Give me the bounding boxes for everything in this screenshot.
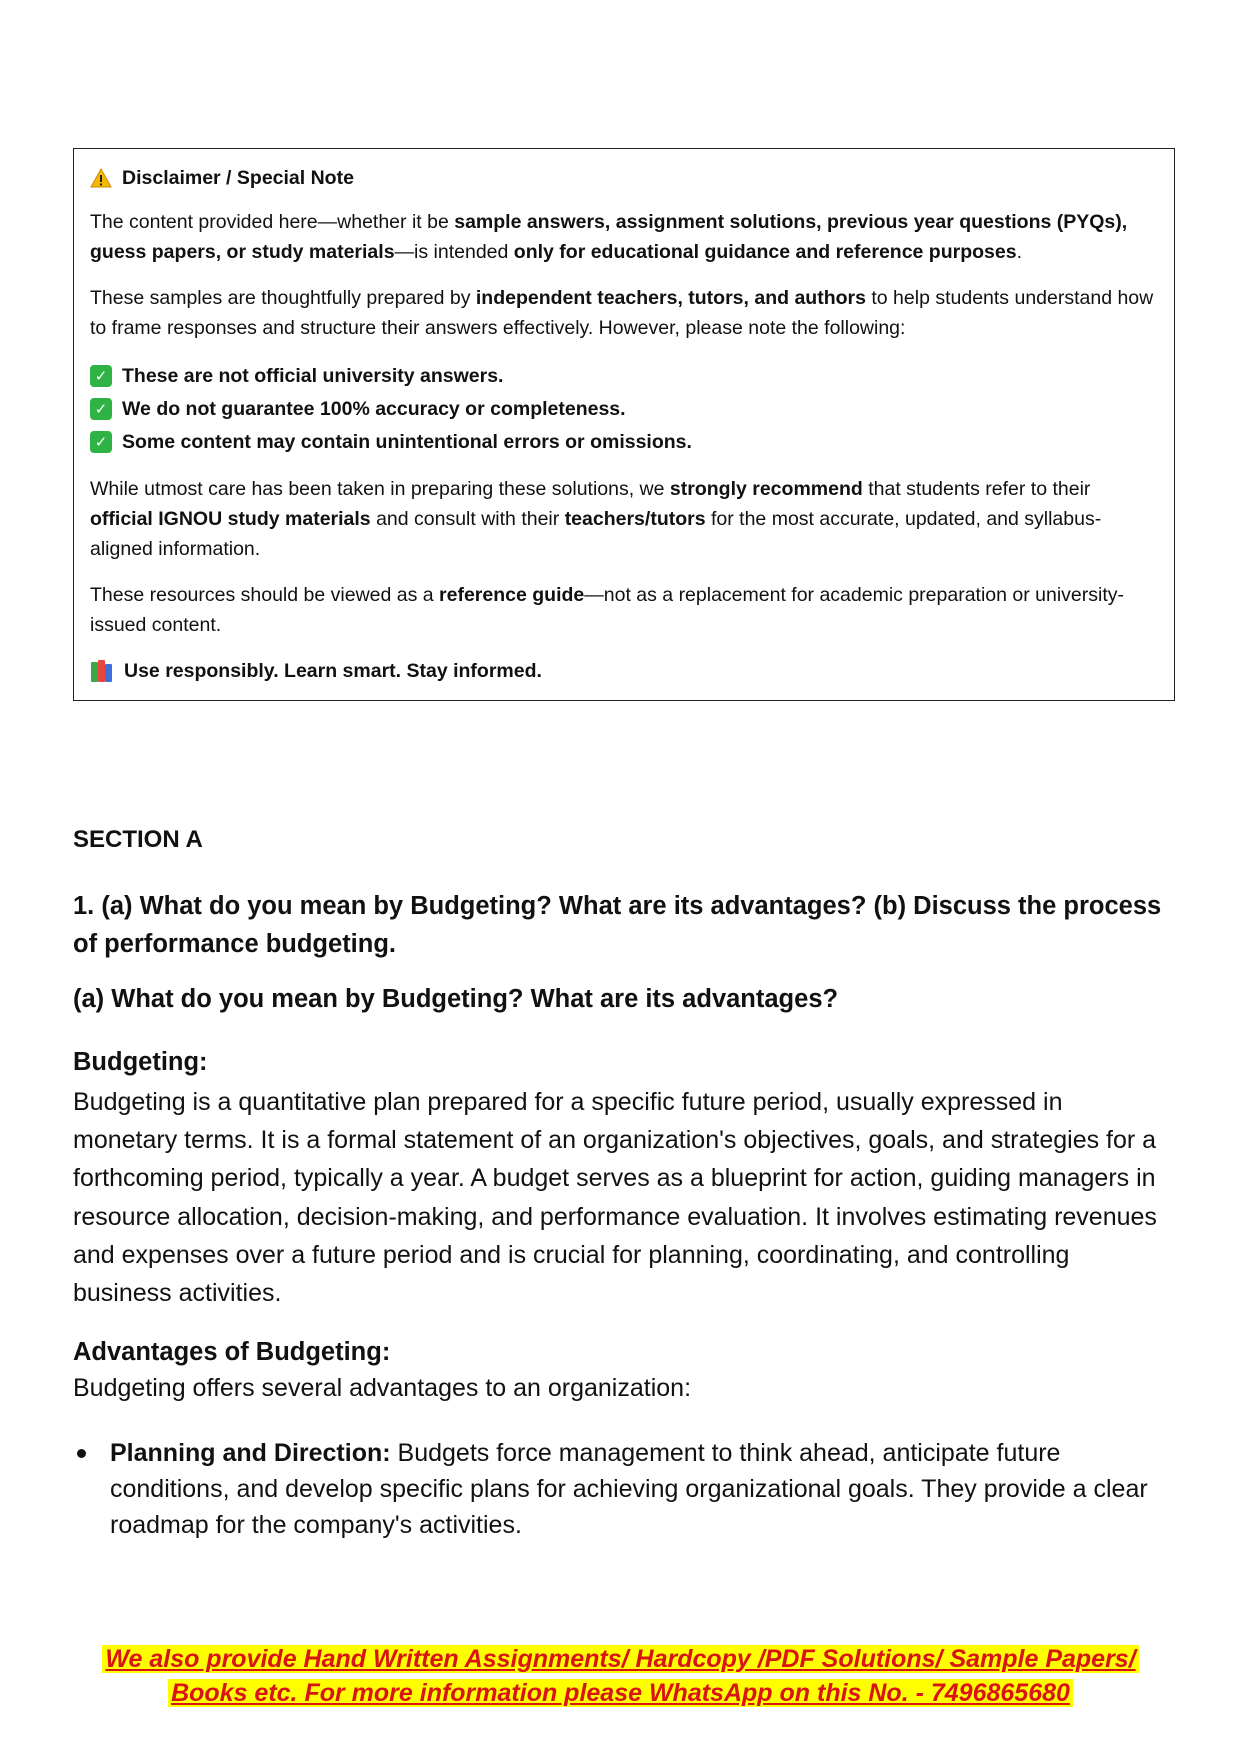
checklist-item-text: These are not official university answers. <box>122 364 504 387</box>
text-run: While utmost care has been taken in preparing these solutions, we <box>90 478 670 500</box>
text-run: to help students understand how to frame responses and structure their answers effectively. However, please note the following: <box>90 287 1154 339</box>
disclaimer-paragraph-4 <box>90 580 1158 640</box>
text-run: —not as a replacement for academic preparation or university-issued content. <box>90 584 1125 636</box>
bullet-item <box>110 1435 1165 1543</box>
disclaimer-paragraph-1 <box>90 207 1158 267</box>
promo-line-2 <box>0 1679 1241 1708</box>
bold-run: teachers/tutors <box>564 508 706 530</box>
text-run: for the most accurate, updated, and syllabus-aligned information. <box>90 508 1102 560</box>
text-run: —is intended <box>394 241 514 263</box>
advantages-intro: Budgeting offers several advantages to an organization: <box>73 1374 692 1402</box>
checklist-item <box>90 425 1158 458</box>
disclaimer-footer-text: Use responsibly. Learn smart. Stay informed. <box>124 660 542 682</box>
checklist-item-text: Some content may contain unintentional errors or omissions. <box>122 430 692 453</box>
disclaimer-paragraph-2 <box>90 283 1158 343</box>
checklist <box>90 359 1158 458</box>
text-run: These samples are thoughtfully prepared by <box>90 287 476 309</box>
disclaimer-box <box>73 148 1175 701</box>
subquestion-heading: (a) What do you mean by Budgeting? What are its advantages? <box>73 985 839 1013</box>
section-title: SECTION A <box>73 826 203 853</box>
bold-run: sample answers, assignment solutions, previous year questions (PYQs), guess papers, or study materials <box>90 211 1128 263</box>
budgeting-heading: Budgeting: <box>73 1048 208 1076</box>
promo-line-1 <box>0 1645 1241 1674</box>
books-icon <box>90 660 114 682</box>
text-run: . <box>1016 241 1023 263</box>
bold-run: official IGNOU study materials <box>90 508 371 530</box>
promo-text-2: Books etc. For more information please WhatsApp on this No. - 7496865680 <box>168 1679 1073 1707</box>
text-run: that students refer to their <box>862 478 1091 500</box>
checkmark-icon: ✓ <box>90 431 112 453</box>
bold-run: strongly recommend <box>669 478 863 500</box>
checkmark-icon: ✓ <box>90 365 112 387</box>
disclaimer-footer <box>90 656 1158 686</box>
checkmark-icon: ✓ <box>90 398 112 420</box>
text-run: and consult with their <box>370 508 565 530</box>
bullet-label: Planning and Direction: <box>110 1439 391 1467</box>
disclaimer-paragraph-3 <box>90 474 1158 564</box>
text-run: These resources should be viewed as a <box>90 584 440 606</box>
disclaimer-title-row <box>90 163 1158 193</box>
checklist-item <box>90 392 1158 425</box>
bold-run: reference guide <box>439 584 585 606</box>
bullet-text: Budgets force management to think ahead, anticipate future conditions, and develop specific plans for achieving organizational goals. They provide a clear roadmap for the company's activities. <box>110 1439 1148 1539</box>
budgeting-paragraph: Budgeting is a quantitative plan prepared for a specific future period, usually expressed in monetary terms. It is a formal statement of an organization's objectives, goals, and strategies for a forthcoming period, typically a year. A budget serves as a blueprint for action, guiding managers in resource allocation, decision-making, and performance evaluation. It involves estimating revenues and expenses over a future period and is crucial for planning, coordinating, and controlling business activities. <box>73 1088 1157 1308</box>
bold-run: only for educational guidance and reference purposes <box>513 241 1017 263</box>
text-run: The content provided here—whether it be <box>90 211 455 233</box>
checklist-item-text: We do not guarantee 100% accuracy or completeness. <box>122 397 626 420</box>
warning-icon <box>90 168 112 188</box>
checklist-item <box>90 359 1158 392</box>
advantages-heading: Advantages of Budgeting: <box>73 1338 391 1366</box>
bold-run: independent teachers, tutors, and authors <box>475 287 866 309</box>
disclaimer-title: Disclaimer / Special Note <box>122 167 354 189</box>
bullet-dot-icon <box>77 1449 86 1458</box>
question-heading: 1. (a) What do you mean by Budgeting? What are its advantages? (b) Discuss the process of performance budgeting. <box>73 892 1162 958</box>
promo-text-1: We also provide Hand Written Assignments/ Hardcopy /PDF Solutions/ Sample Papers/ <box>102 1645 1138 1673</box>
